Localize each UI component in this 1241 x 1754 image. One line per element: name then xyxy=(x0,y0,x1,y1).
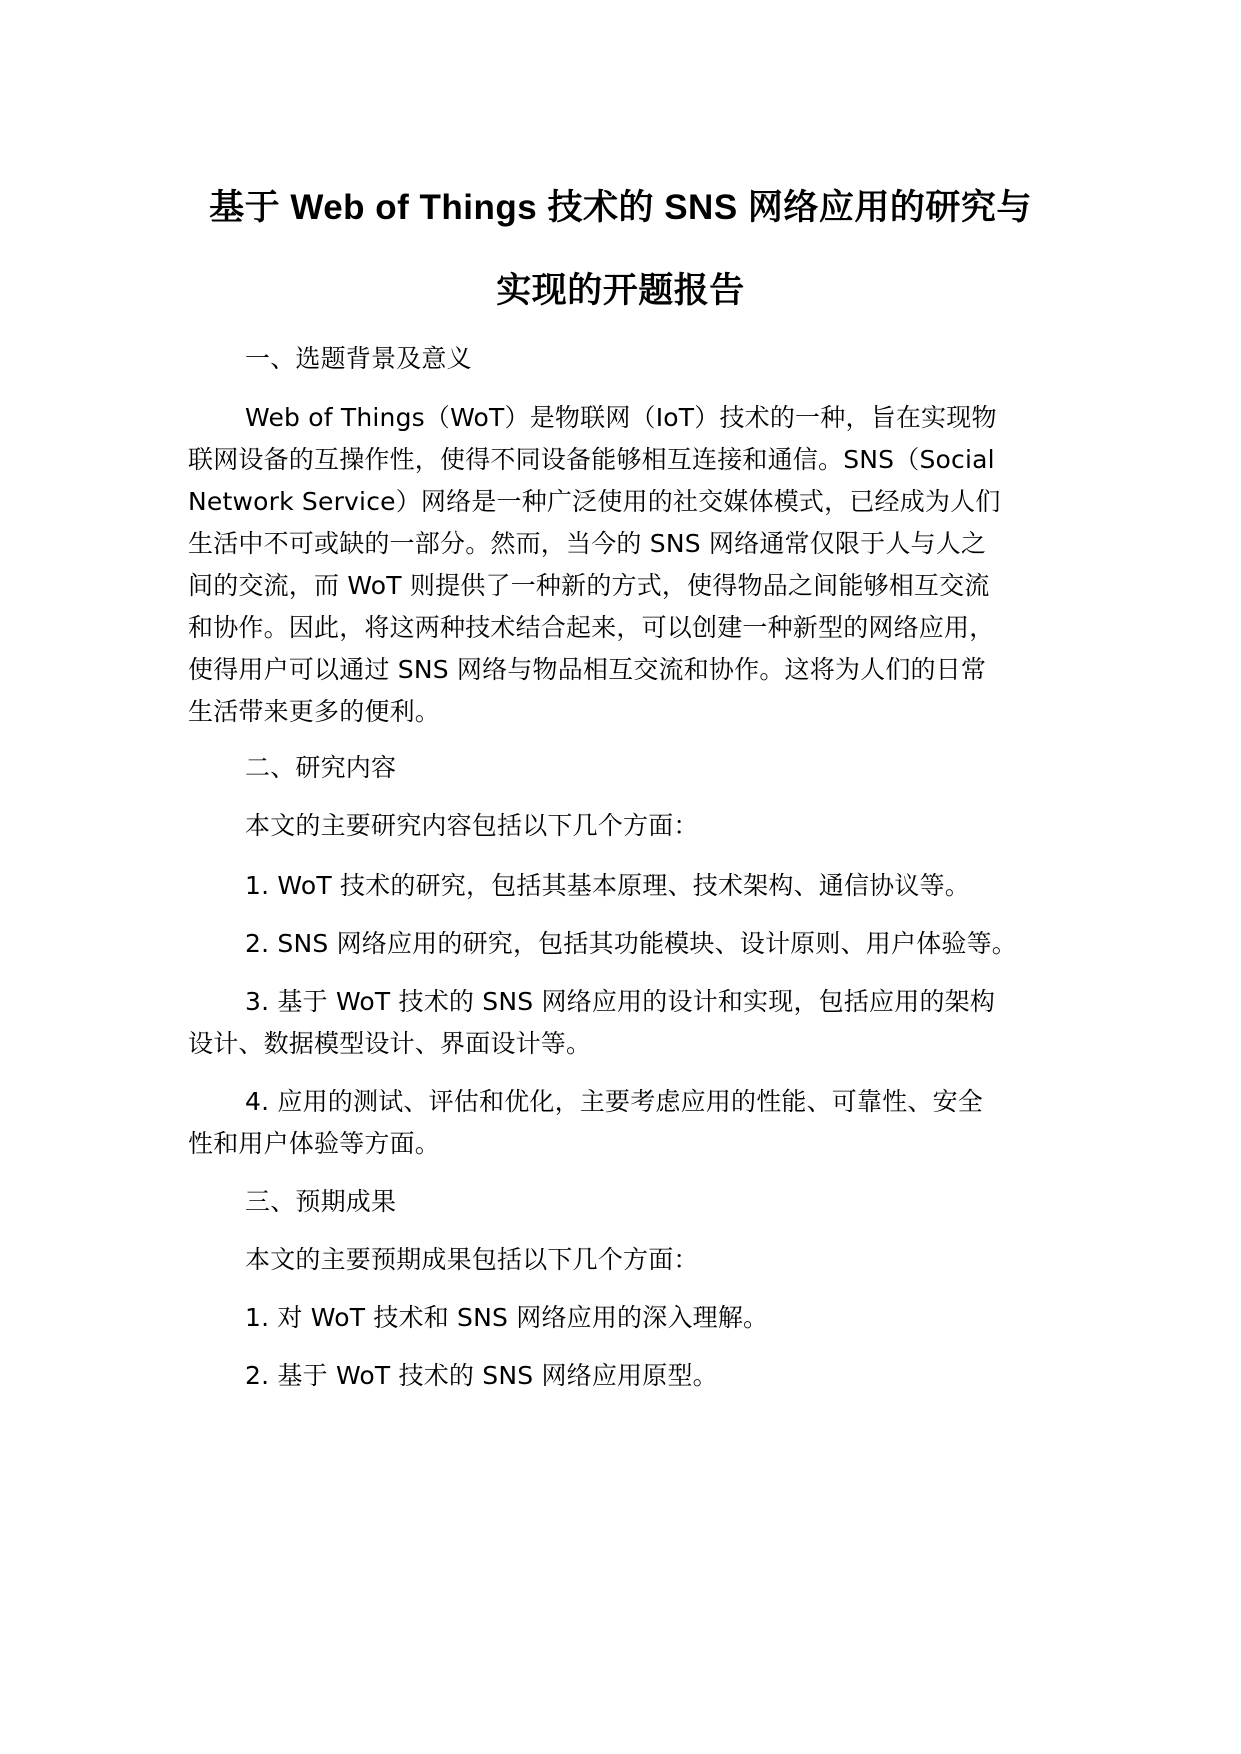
paragraph-line: 生活中不可或缺的一部分。然而，当今的 SNS 网络通常仅限于人与人之 xyxy=(188,529,987,558)
document-title-line-1: 基于 Web of Things 技术的 SNS 网络应用的研究与 xyxy=(209,188,1032,227)
results-item-1: 1. 对 WoT 技术和 SNS 网络应用的深入理解。 xyxy=(245,1303,769,1332)
paragraph-line: 和协作。因此，将这两种技术结合起来，可以创建一种新型的网络应用， xyxy=(188,613,995,642)
paragraph-line: 使得用户可以通过 SNS 网络与物品相互交流和协作。这将为人们的日常 xyxy=(188,655,987,684)
results-intro: 本文的主要预期成果包括以下几个方面： xyxy=(245,1245,699,1274)
content-item-3-line-1: 3. 基于 WoT 技术的 SNS 网络应用的设计和实现，包括应用的架构 xyxy=(245,987,996,1016)
paragraph-line: 生活带来更多的便利。 xyxy=(188,697,441,726)
section-heading-content: 二、研究内容 xyxy=(245,753,397,782)
content-item-4-line-1: 4. 应用的测试、评估和优化，主要考虑应用的性能、可靠性、安全 xyxy=(245,1087,984,1116)
document-title-line-2: 实现的开题报告 xyxy=(496,271,745,310)
results-item-2: 2. 基于 WoT 技术的 SNS 网络应用原型。 xyxy=(245,1361,718,1390)
content-intro: 本文的主要研究内容包括以下几个方面： xyxy=(245,811,699,840)
paragraph-line: 间的交流，而 WoT 则提供了一种新的方式，使得物品之间能够相互交流 xyxy=(188,571,990,600)
content-item-3-line-2: 设计、数据模型设计、界面设计等。 xyxy=(188,1029,592,1058)
section-heading-background: 一、选题背景及意义 xyxy=(245,344,472,373)
section-heading-results: 三、预期成果 xyxy=(245,1187,397,1216)
content-item-4-line-2: 性和用户体验等方面。 xyxy=(188,1129,441,1158)
paragraph-line: 联网设备的互操作性，使得不同设备能够相互连接和通信。SNS（Social xyxy=(188,445,995,474)
content-item-1: 1. WoT 技术的研究，包括其基本原理、技术架构、通信协议等。 xyxy=(245,871,970,900)
content-item-2: 2. SNS 网络应用的研究，包括其功能模块、设计原则、用户体验等。 xyxy=(245,929,1017,958)
paragraph-line: Web of Things（WoT）是物联网（IoT）技术的一种，旨在实现物 xyxy=(245,403,997,432)
paragraph-line: Network Service）网络是一种广泛使用的社交媒体模式，已经成为人们 xyxy=(188,487,1001,516)
